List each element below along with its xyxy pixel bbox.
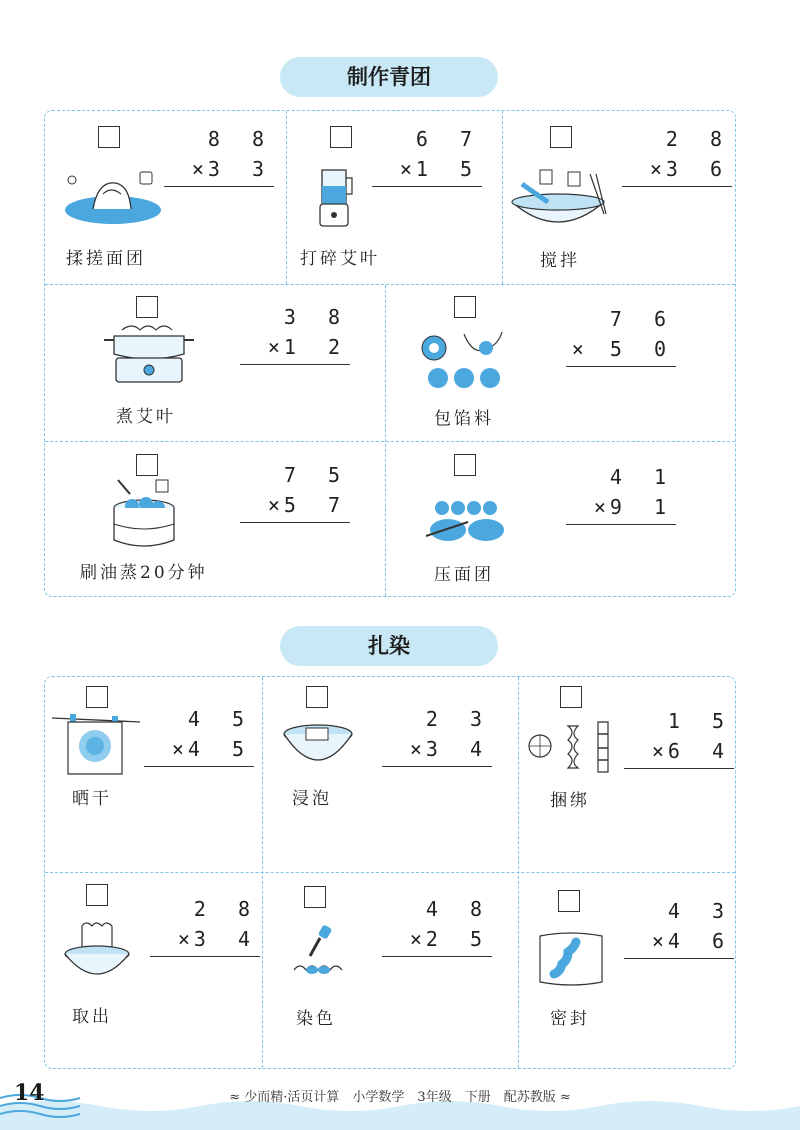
pressing-dough-icon <box>424 496 510 546</box>
answer-checkbox[interactable] <box>304 886 326 908</box>
page-number: 14 <box>14 1080 45 1106</box>
cooking-pot-icon <box>104 320 194 386</box>
multiplication-problem: 2 8 × 3 6 <box>622 124 732 187</box>
answer-checkbox[interactable] <box>98 126 120 148</box>
answer-checkbox[interactable] <box>454 296 476 318</box>
steamer-icon <box>104 474 180 556</box>
soaking-basin-icon <box>280 720 356 772</box>
multiplication-problem: 3 8 × 1 2 <box>240 302 350 365</box>
multiplication-problem: 4 3 × 4 6 <box>624 896 734 959</box>
multiplication-problem: 1 5 × 6 4 <box>624 706 734 769</box>
tied-cloth-icon <box>526 716 618 778</box>
answer-checkbox[interactable] <box>136 296 158 318</box>
answer-checkbox[interactable] <box>330 126 352 148</box>
answer-checkbox[interactable] <box>306 686 328 708</box>
multiplication-problem: 8 8 × 3 3 <box>164 124 274 187</box>
taking-out-icon <box>62 920 132 980</box>
sealed-bag-icon <box>538 930 604 992</box>
answer-checkbox[interactable] <box>86 884 108 906</box>
multiplication-problem: 4 8 × 2 5 <box>382 894 492 957</box>
answer-checkbox[interactable] <box>558 890 580 912</box>
answer-checkbox[interactable] <box>136 454 158 476</box>
multiplication-problem: 6 7 × 1 5 <box>372 124 482 187</box>
section-title-tie-dye: 扎染 <box>280 626 498 666</box>
multiplication-problem: 4 5 × 4 5 <box>144 704 254 767</box>
answer-checkbox[interactable] <box>550 126 572 148</box>
multiplication-problem: 2 3 × 3 4 <box>382 704 492 767</box>
multiplication-problem: 7 6 × 5 0 <box>566 304 676 367</box>
answer-checkbox[interactable] <box>560 686 582 708</box>
mixing-bowl-icon <box>508 164 618 242</box>
multiplication-problem: 7 5 × 5 7 <box>240 460 350 523</box>
answer-checkbox[interactable] <box>454 454 476 476</box>
dropper-dye-icon <box>290 924 346 982</box>
section-title-qingtuan: 制作青团 <box>280 57 498 97</box>
wrapping-filling-icon <box>414 328 514 390</box>
multiplication-problem: 2 8 × 3 4 <box>150 894 260 957</box>
answer-checkbox[interactable] <box>86 686 108 708</box>
multiplication-problem: 4 1 × 9 1 <box>566 462 676 525</box>
blender-icon <box>312 164 362 232</box>
kneading-dough-icon <box>58 164 168 226</box>
book-series-title: ≈ 少而精·活页计算 小学数学 3年级 下册 配苏教版 ≈ <box>229 1090 571 1105</box>
drying-cloth-icon <box>50 712 142 778</box>
